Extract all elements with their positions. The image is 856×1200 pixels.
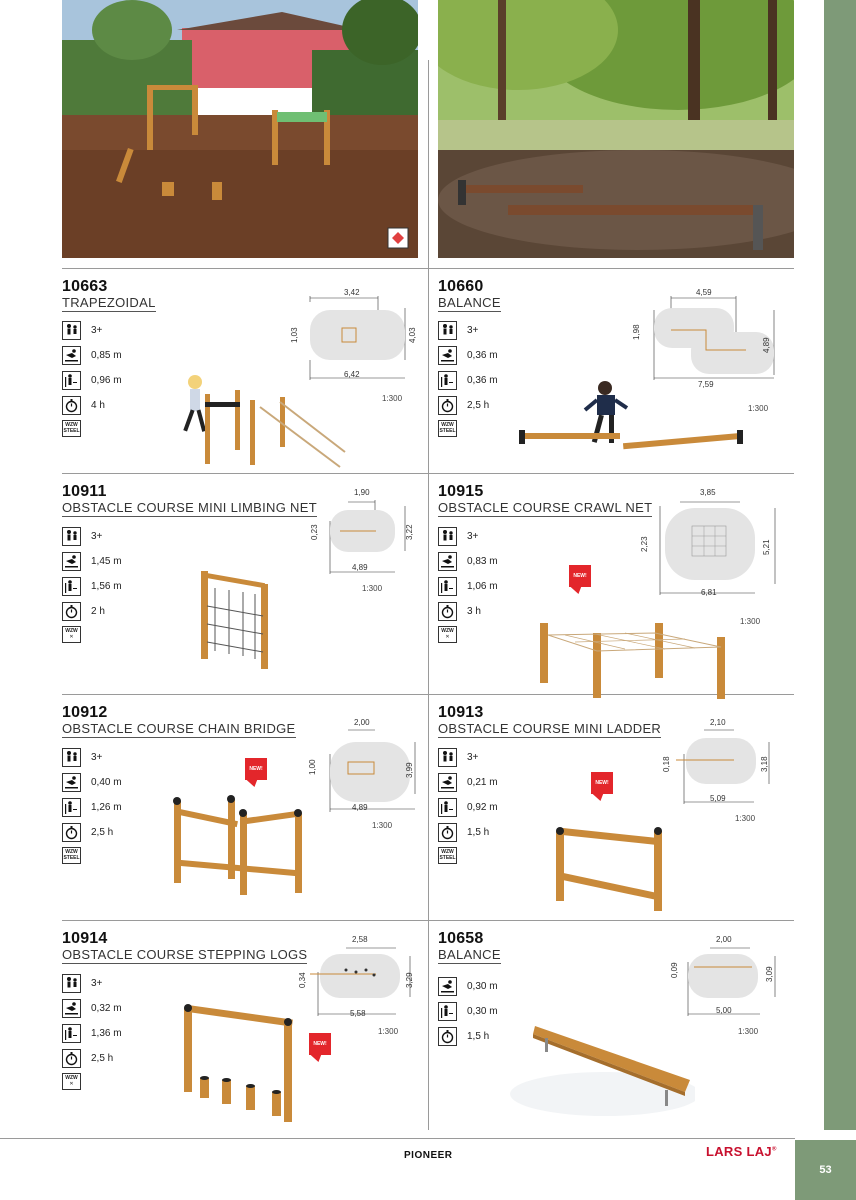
product-name: TRAPEZOIDAL xyxy=(62,295,156,310)
side-accent-bar xyxy=(824,0,856,1130)
spec-list xyxy=(62,747,122,864)
dim-depth: 0,23 xyxy=(310,524,319,540)
stopwatch-icon xyxy=(62,396,81,415)
scale-label: 1:300 xyxy=(748,404,769,413)
dim-width: 1,90 xyxy=(354,488,370,497)
spec-value: 1,56 m xyxy=(91,580,122,592)
dim-width: 2,10 xyxy=(710,718,726,727)
dim-depth-total: 3,29 xyxy=(405,972,414,988)
spec-fall-height xyxy=(438,345,498,365)
spec-list xyxy=(438,320,498,437)
spec-value: 0,36 m xyxy=(467,349,498,361)
cert-cross-icon: ✕ xyxy=(69,634,74,640)
footer-title: PIONEER xyxy=(404,1150,453,1161)
product-id: 10658 xyxy=(438,930,484,947)
spec-play-height xyxy=(62,370,122,390)
fall-height-icon xyxy=(62,999,81,1018)
cert-badge xyxy=(62,1073,81,1090)
dim-width-total: 7,59 xyxy=(698,380,714,389)
cert-line: WZW xyxy=(441,422,454,428)
cert-line: WZW xyxy=(65,422,78,428)
spec-age xyxy=(62,747,122,767)
spec-value: 3+ xyxy=(91,751,103,763)
new-badge: NEW! xyxy=(309,1033,331,1055)
age-group-icon xyxy=(62,321,81,340)
play-height-icon xyxy=(438,798,457,817)
spec-value: 3+ xyxy=(467,751,479,763)
spec-install-time xyxy=(62,601,122,621)
stopwatch-icon xyxy=(62,823,81,842)
play-height-icon xyxy=(62,577,81,596)
spec-list xyxy=(62,973,122,1090)
spec-install-time xyxy=(62,822,122,842)
cert-badge xyxy=(438,626,457,643)
spec-value: 2,5 h xyxy=(91,1052,114,1064)
photo-playground-balance xyxy=(438,0,794,258)
spec-age xyxy=(438,747,498,767)
spec-list xyxy=(438,976,498,1046)
product-illustration xyxy=(550,825,670,920)
dim-width-total: 6,81 xyxy=(701,588,717,597)
dim-width-total: 5,09 xyxy=(710,794,726,803)
play-height-icon xyxy=(62,371,81,390)
cert-line: STEEL xyxy=(63,428,80,434)
fall-height-icon xyxy=(62,552,81,571)
scale-label: 1:300 xyxy=(735,814,756,823)
product-name: BALANCE xyxy=(438,947,501,962)
spec-value: 2,5 h xyxy=(467,399,490,411)
age-group-icon xyxy=(438,748,457,767)
spec-fall-height xyxy=(438,551,498,571)
product-name: OBSTACLE COURSE CHAIN BRIDGE xyxy=(62,721,296,736)
spec-age xyxy=(438,526,498,546)
cert-line: WZW xyxy=(65,1075,78,1081)
dim-width: 3,85 xyxy=(700,488,716,497)
age-group-icon xyxy=(438,321,457,340)
new-badge: NEW! xyxy=(591,772,613,794)
cert-line: WZW xyxy=(65,628,78,634)
fall-height-icon xyxy=(438,346,457,365)
dim-depth: 1,98 xyxy=(632,324,641,340)
footer-divider xyxy=(0,1138,795,1139)
stopwatch-icon xyxy=(438,602,457,621)
brand-name: LARS LAJ xyxy=(706,1144,772,1159)
stopwatch-icon xyxy=(438,1027,457,1046)
product-id: 10912 xyxy=(62,704,108,721)
spec-list xyxy=(62,526,122,643)
spec-value: 3+ xyxy=(91,530,103,542)
product-illustration xyxy=(150,372,350,477)
product-id: 10660 xyxy=(438,278,484,295)
dim-width: 2,58 xyxy=(352,935,368,944)
fall-height-icon xyxy=(438,773,457,792)
product-name: OBSTACLE COURSE MINI LIMBING NET xyxy=(62,500,317,515)
spec-value: 1,45 m xyxy=(91,555,122,567)
dim-width-total: 4,89 xyxy=(352,803,368,812)
spec-value: 0,32 m xyxy=(91,1002,122,1014)
age-group-icon xyxy=(62,748,81,767)
product-illustration xyxy=(195,566,280,681)
dim-depth: 0,09 xyxy=(670,962,679,978)
spec-list xyxy=(62,320,122,437)
age-group-icon xyxy=(62,974,81,993)
product-id: 10914 xyxy=(62,930,108,947)
dim-depth-total: 3,99 xyxy=(405,762,414,778)
stopwatch-icon xyxy=(438,396,457,415)
spec-play-height xyxy=(62,1023,122,1043)
dim-width-total: 5,58 xyxy=(350,1009,366,1018)
dim-depth: 1,00 xyxy=(308,759,317,775)
product-id: 10913 xyxy=(438,704,484,721)
spec-fall-height xyxy=(438,976,498,996)
spec-value: 1,26 m xyxy=(91,801,122,813)
dim-width-total: 4,89 xyxy=(352,563,368,572)
scale-label: 1:300 xyxy=(362,584,383,593)
spec-install-time xyxy=(62,1048,122,1068)
play-height-icon xyxy=(438,577,457,596)
spec-play-height xyxy=(438,370,498,390)
footprint-diagram xyxy=(646,290,781,390)
spec-value: 3+ xyxy=(467,324,479,336)
spec-list xyxy=(438,526,498,643)
spec-age xyxy=(62,973,122,993)
cert-badge xyxy=(438,420,457,437)
spec-list xyxy=(438,747,498,864)
spec-install-time xyxy=(438,601,498,621)
product-illustration xyxy=(178,1000,303,1130)
spec-age xyxy=(62,320,122,340)
product-id: 10915 xyxy=(438,483,484,500)
dim-width: 3,42 xyxy=(344,288,360,297)
spec-fall-height xyxy=(62,772,122,792)
new-badge: NEW! xyxy=(569,565,591,587)
fall-height-icon xyxy=(62,773,81,792)
product-illustration xyxy=(515,378,750,473)
dim-width: 4,59 xyxy=(696,288,712,297)
spec-value: 1,06 m xyxy=(467,580,498,592)
brand-logo xyxy=(706,1144,777,1159)
dim-depth: 0,34 xyxy=(298,972,307,988)
scale-label: 1:300 xyxy=(378,1027,399,1036)
spec-fall-height xyxy=(62,998,122,1018)
stopwatch-icon xyxy=(438,823,457,842)
spec-age xyxy=(438,320,498,340)
spec-value: 0,30 m xyxy=(467,980,498,992)
dim-width-total: 5,00 xyxy=(716,1006,732,1015)
spec-play-height xyxy=(438,1001,498,1021)
spec-fall-height xyxy=(62,551,122,571)
dim-depth-total: 3,18 xyxy=(760,756,769,772)
product-name: OBSTACLE COURSE MINI LADDER xyxy=(438,721,662,736)
spec-value: 2 h xyxy=(91,605,105,617)
scale-label: 1:300 xyxy=(382,394,403,403)
fall-height-icon xyxy=(438,552,457,571)
age-group-icon xyxy=(438,527,457,546)
spec-value: 3+ xyxy=(467,530,479,542)
spec-value: 0,36 m xyxy=(467,374,498,386)
cert-badge xyxy=(62,626,81,643)
spec-value: 3+ xyxy=(91,977,103,989)
spec-install-time xyxy=(62,395,122,415)
spec-play-height xyxy=(438,797,498,817)
spec-value: 3 h xyxy=(467,605,481,617)
spec-fall-height xyxy=(438,772,498,792)
fall-height-icon xyxy=(62,346,81,365)
spec-value: 2,5 h xyxy=(91,826,114,838)
spec-play-height xyxy=(62,797,122,817)
cert-line: STEEL xyxy=(439,855,456,861)
cert-line: STEEL xyxy=(439,428,456,434)
spec-value: 0,96 m xyxy=(91,374,122,386)
spec-install-time xyxy=(438,395,498,415)
spec-value: 4 h xyxy=(91,399,105,411)
fall-height-icon xyxy=(438,977,457,996)
spec-fall-height xyxy=(62,345,122,365)
dim-width: 2,00 xyxy=(354,718,370,727)
product-id: 10663 xyxy=(62,278,108,295)
dim-depth-total: 3,09 xyxy=(765,966,774,982)
cert-line: WZW xyxy=(441,628,454,634)
play-height-icon xyxy=(438,371,457,390)
dim-depth-total: 3,22 xyxy=(405,524,414,540)
dim-depth-total: 5,21 xyxy=(762,539,771,555)
product-name: BALANCE xyxy=(438,295,501,310)
cert-badge xyxy=(62,847,81,864)
age-group-icon xyxy=(62,527,81,546)
stopwatch-icon xyxy=(62,1049,81,1068)
product-name: OBSTACLE COURSE STEPPING LOGS xyxy=(62,947,308,962)
dim-width: 2,00 xyxy=(716,935,732,944)
scale-label: 1:300 xyxy=(372,821,393,830)
dim-depth: 2,23 xyxy=(640,536,649,552)
cert-cross-icon: ✕ xyxy=(69,1081,74,1087)
product-id: 10911 xyxy=(62,483,107,500)
grid-divider-vertical xyxy=(428,60,429,1130)
spec-value: 1,5 h xyxy=(467,826,490,838)
dim-depth-total: 4,89 xyxy=(762,337,771,353)
spec-value: 0,92 m xyxy=(467,801,498,813)
product-illustration xyxy=(535,615,735,710)
cert-line: WZW xyxy=(65,849,78,855)
cert-cross-icon: ✕ xyxy=(445,634,450,640)
new-badge: NEW! xyxy=(245,758,267,780)
spec-value: 1,36 m xyxy=(91,1027,122,1039)
dim-width-total: 6,42 xyxy=(344,370,360,379)
scale-label: 1:300 xyxy=(740,617,761,626)
cert-line: STEEL xyxy=(63,855,80,861)
spec-value: 0,30 m xyxy=(467,1005,498,1017)
spec-install-time xyxy=(438,1026,498,1046)
spec-play-height xyxy=(62,576,122,596)
play-height-icon xyxy=(62,798,81,817)
cert-badge xyxy=(62,420,81,437)
spec-value: 1,5 h xyxy=(467,1030,490,1042)
cert-badge xyxy=(438,847,457,864)
play-height-icon xyxy=(438,1002,457,1021)
dim-depth: 1,03 xyxy=(290,327,299,343)
dim-depth-total: 4,03 xyxy=(408,327,417,343)
product-illustration xyxy=(505,1022,695,1127)
stopwatch-icon xyxy=(62,602,81,621)
spec-value: 0,21 m xyxy=(467,776,498,788)
page-number: 53 xyxy=(795,1140,856,1200)
registered-mark: ® xyxy=(771,1146,777,1153)
play-height-icon xyxy=(62,1024,81,1043)
spec-value: 0,83 m xyxy=(467,555,498,567)
product-name: OBSTACLE COURSE CRAWL NET xyxy=(438,500,653,515)
spec-play-height xyxy=(438,576,498,596)
spec-install-time xyxy=(438,822,498,842)
dim-depth: 0,18 xyxy=(662,756,671,772)
cert-line: WZW xyxy=(441,849,454,855)
spec-value: 0,40 m xyxy=(91,776,122,788)
spec-value: 0,85 m xyxy=(91,349,122,361)
spec-age xyxy=(62,526,122,546)
product-illustration xyxy=(168,795,308,905)
scale-label: 1:300 xyxy=(738,1027,759,1036)
spec-value: 3+ xyxy=(91,324,103,336)
photo-playground-trapezoidal xyxy=(62,0,418,258)
